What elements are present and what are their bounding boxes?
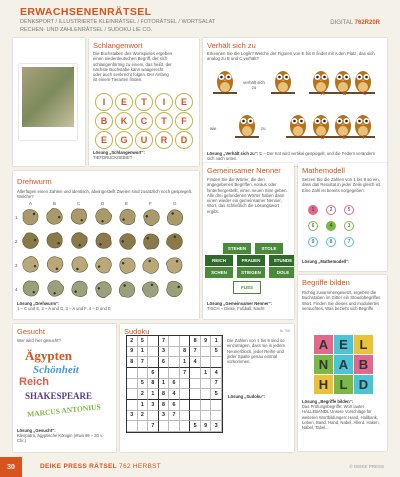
sudoku-cell[interactable]: [201, 347, 212, 358]
sudoku-cell[interactable]: 4: [211, 368, 222, 379]
sudoku-cell[interactable]: [169, 347, 180, 358]
nenner-box: STIEGEN: [237, 267, 265, 278]
drehwurm-figure: [164, 231, 186, 253]
drehwurm-figure: [119, 208, 136, 226]
gesucht-word-1: Ägypten: [25, 348, 72, 363]
sudoku-cell[interactable]: 7: [148, 421, 159, 432]
begriffe-solution: [302, 399, 384, 430]
drehwurm-figure: [165, 256, 184, 275]
sudoku-title: Sudoku: [124, 327, 150, 336]
owl-illustrations: [203, 62, 387, 148]
sudoku-cell[interactable]: [148, 347, 159, 358]
snake-letter: I: [155, 93, 173, 111]
owl-option-letter: E: [343, 135, 347, 141]
sudoku-cell[interactable]: [190, 389, 201, 400]
gesucht-solution: [17, 428, 112, 444]
sudoku-cell[interactable]: [211, 411, 222, 422]
begriffe-tile: A: [334, 355, 353, 374]
page-subtitle-2: RECHEN- UND ZAHLENRÄTSEL / SUDOKU LIE CO.: [20, 27, 153, 33]
drehwurm-col-letter: D: [101, 201, 105, 206]
sudoku-cell[interactable]: [169, 357, 180, 368]
fotodrudel-solution: [17, 150, 83, 155]
sudoku-cell[interactable]: 1: [148, 389, 159, 400]
sudoku-code: Nr.768: [279, 329, 290, 333]
sudoku-cell[interactable]: [159, 421, 170, 432]
mathe-circle: 3: [344, 221, 354, 231]
sudoku-cell[interactable]: [138, 368, 149, 379]
owl-icon: [286, 115, 310, 138]
sudoku-cell[interactable]: 2: [127, 336, 138, 347]
schlangenwort-title: Schlangenwort: [93, 41, 143, 50]
page-header: [20, 6, 380, 34]
mathe-circle: 7: [344, 237, 354, 247]
drehwurm-figure: [68, 230, 89, 251]
sudoku-cell[interactable]: [127, 421, 138, 432]
sudoku-cell[interactable]: 4: [190, 357, 201, 368]
sudoku-cell[interactable]: 8: [159, 400, 170, 411]
sudoku-cell[interactable]: 8: [159, 389, 170, 400]
gesucht-title: Gesucht: [17, 327, 45, 336]
sudoku-cell[interactable]: [127, 379, 138, 390]
sudoku-cell[interactable]: [201, 379, 212, 390]
drehwurm-figure: [143, 233, 160, 249]
drehwurm-figure: [92, 206, 114, 228]
gesucht-question: Wer wird hier gesucht?: [17, 338, 61, 343]
sudoku-cell[interactable]: [169, 421, 180, 432]
mathe-circle: 8: [326, 237, 336, 247]
sudoku-cell[interactable]: 5: [211, 389, 222, 400]
nenner-box: STUNDE: [269, 255, 294, 266]
drehwurm-figure: [69, 254, 89, 274]
owl-icon: [235, 115, 259, 138]
sudoku-cell[interactable]: 1: [211, 336, 222, 347]
drehwurm-col-letter: C: [77, 201, 81, 206]
gesucht-word-4: SHAKESPEARE: [25, 391, 93, 401]
sudoku-cell[interactable]: 2: [138, 389, 149, 400]
footer-title-text: DEIKE PRESS RÄTSEL: [40, 463, 117, 470]
drehwurm-col-letter: A: [29, 201, 33, 206]
sudoku-cell[interactable]: 5: [138, 379, 149, 390]
sudoku-cell[interactable]: 3: [148, 400, 159, 411]
begriffe-tile: E: [334, 335, 353, 354]
drehwurm-figure: [93, 255, 113, 275]
sudoku-cell[interactable]: [190, 400, 201, 411]
sudoku-cell[interactable]: [127, 368, 138, 379]
sudoku-cell[interactable]: [180, 411, 191, 422]
gemeinsamer-solution-text: TISCH – Dieke, Fußball, Nacht: [207, 306, 265, 312]
nenner-answer-box: FUSS: [233, 281, 261, 294]
sudoku-cell[interactable]: [148, 336, 159, 347]
sudoku-card: [120, 324, 294, 452]
begriffe-tile: N: [314, 355, 333, 374]
sudoku-cell[interactable]: 7: [159, 336, 170, 347]
sudoku-cell[interactable]: 6: [169, 400, 180, 411]
page-footer: [0, 457, 400, 477]
begriffe-card: [298, 275, 387, 451]
begriffe-text: Richtig zusammengesetzt, ergeben die Buchstaben im Gitter ein Stoudobegriffes Wort. Finden Sie dieses und moduliertes versuchtes. Was bezieht sich Begriffe.: [302, 290, 381, 311]
begriffe-tile: L: [354, 335, 373, 354]
snake-letter: D: [175, 131, 193, 149]
header-digital-label: DIGITAL: [330, 20, 353, 26]
drehwurm-figure: [44, 206, 66, 228]
mathe-circle: 5: [344, 205, 354, 215]
sudoku-cell[interactable]: [211, 400, 222, 411]
gemeinsamer-title: Gemeinsamer Nenner: [207, 166, 281, 175]
sudoku-cell[interactable]: [201, 400, 212, 411]
verhaelt-text: Erkennen Sie die Logik? Welche der Figuren von E bis E findet mit A den Platz, das sich analog zu B und C verhält?: [207, 51, 375, 62]
sudoku-cell[interactable]: [159, 368, 170, 379]
owl-option-letter: D: [321, 135, 325, 141]
verhaelt-label-b: wie: [210, 126, 217, 131]
sudoku-cell[interactable]: 6: [159, 357, 170, 368]
sudoku-cell[interactable]: 9: [127, 347, 138, 358]
snake-letter: F: [175, 112, 193, 130]
sudoku-solution: [228, 394, 290, 399]
drehwurm-figure: [166, 208, 184, 226]
drehwurm-figure: [45, 255, 65, 274]
drehwurm-col-letter: F: [149, 201, 152, 206]
gesucht-card: [13, 324, 116, 452]
sudoku-cell[interactable]: [180, 421, 191, 432]
sudoku-cell[interactable]: [138, 421, 149, 432]
footer-title: [40, 463, 161, 470]
drehwurm-col-letter: E: [125, 201, 129, 206]
gesucht-word-2: Schönheit: [33, 364, 79, 376]
drehwurm-text: Allerfügen einen Zahlen und identisch, abeingestellt Zweien sind zusatzlich noch gespiegelt. Welche?: [17, 189, 193, 200]
sudoku-cell[interactable]: [190, 411, 201, 422]
drehwurm-col-letter: B: [53, 201, 57, 206]
sudoku-cell[interactable]: 5: [211, 347, 222, 358]
sudoku-cell[interactable]: [190, 379, 201, 390]
snake-letter: E: [175, 93, 193, 111]
sudoku-cell[interactable]: 1: [138, 347, 149, 358]
header-code-value: 762R20R: [354, 20, 380, 26]
sudoku-cell[interactable]: [201, 389, 212, 400]
nenner-box: REICH: [205, 255, 233, 266]
mathe-circle: 6: [308, 221, 318, 231]
drehwurm-title: Drehwurm: [17, 177, 52, 186]
sudoku-cell[interactable]: [190, 368, 201, 379]
sudoku-cell[interactable]: 8: [148, 379, 159, 390]
owl-icon: [271, 71, 295, 94]
gesucht-solution-label: Lösung „Gesucht“:: [17, 428, 56, 433]
sudoku-cell[interactable]: 9: [201, 336, 212, 347]
owl-option-letter: A: [321, 91, 325, 97]
mathemodell-solution-label: Lösung „Mathemodell“:: [302, 259, 350, 264]
snake-letter: K: [115, 112, 133, 130]
snake-letter: I: [95, 93, 113, 111]
begriffe-title: Begriffe bilden: [302, 278, 350, 287]
sudoku-cell[interactable]: 9: [201, 421, 212, 432]
snake-letter: B: [95, 112, 113, 130]
footer-issue: 762 HERBST: [119, 463, 162, 470]
fotodrudel-photo: [19, 64, 77, 140]
drehwurm-figure: [71, 280, 88, 297]
drehwurm-figure: [46, 232, 64, 250]
sudoku-cell[interactable]: 8: [190, 336, 201, 347]
owl-option-letter: C: [363, 91, 367, 97]
begriffe-tile: B: [354, 355, 373, 374]
begriffe-tile: H: [314, 375, 333, 394]
fotodrudel-card: [13, 38, 85, 166]
verhaelt-solution-text: E – Der Kot wird vertikal gespiegelt, und die Federn verändern sich nach unten.: [207, 151, 376, 162]
nenner-box: FRAUEN: [237, 255, 265, 266]
gesucht-solution-text: Kleopatra, ägyptische Königin (etwa 69 – 30 v. Chr.): [17, 433, 104, 444]
mathe-circle: 1: [308, 205, 318, 215]
mathemodell-title: Mathemodell: [302, 166, 345, 175]
drehwurm-figures: [13, 199, 199, 299]
begriffe-tile: D: [354, 375, 373, 394]
gemeinsamer-solution-label: Lösung „Gemeinsamer Nenner“:: [207, 301, 273, 306]
owl-option-letter: F: [363, 135, 367, 141]
sudoku-cell[interactable]: 6: [169, 379, 180, 390]
drehwurm-figure: [141, 255, 162, 276]
snake-letter: T: [155, 112, 173, 130]
sudoku-cell[interactable]: [127, 389, 138, 400]
begriffe-tile: L: [334, 375, 353, 394]
mathemodell-solution: [302, 259, 384, 264]
drehwurm-figure: [44, 278, 66, 299]
drehwurm-row-number: 1: [15, 215, 18, 220]
drehwurm-row-number: 3: [15, 263, 18, 268]
sudoku-cell[interactable]: 1: [201, 368, 212, 379]
sudoku-cell[interactable]: 8: [127, 357, 138, 368]
mathemodell-card: [298, 163, 387, 271]
mathe-circle: 4: [326, 221, 336, 231]
verhaelt-solution: [207, 151, 383, 161]
drehwurm-figure: [20, 230, 41, 251]
sudoku-cell[interactable]: 7: [190, 347, 201, 358]
sudoku-cell[interactable]: 5: [190, 421, 201, 432]
sudoku-cell[interactable]: 1: [138, 400, 149, 411]
drehwurm-figure: [71, 208, 88, 224]
verhaelt-solution-label: Lösung „Verhält sich zu“:: [207, 151, 259, 156]
sudoku-cell[interactable]: [180, 336, 191, 347]
sudoku-grid: [126, 335, 223, 433]
nenner-box: STEHEN: [223, 243, 251, 254]
gemeinsamer-card: [203, 163, 294, 319]
sudoku-cell[interactable]: [127, 400, 138, 411]
sudoku-text: Die Zahlen von 1 bis 9 sind so einzutragen, dass sie in jedem Neunerblock, jeder Reihe und jeder Spalte genau einmal vorkommen.: [227, 338, 286, 365]
snake-letter: G: [115, 131, 133, 149]
snake-letter: R: [155, 131, 173, 149]
verhaelt-label-c: zu: [261, 126, 266, 131]
snake-letter: E: [95, 131, 113, 149]
schlangenwort-solution-text: TIEFDRUCKGEBIET: [93, 155, 133, 161]
sudoku-cell[interactable]: [180, 389, 191, 400]
drehwurm-figure: [20, 254, 41, 275]
gemeinsamer-text: Finden Sie die Wörter, die den angegebenen Begriffen, voraus oder hinterhergestellt, einen neuen Sinn geben. Alle drei gefundenen Wörter haben dann einen wieder ein gemeinsamer Nenner, Wort, das schließlich die Lösungswort ergibt.: [207, 177, 288, 214]
schlangenwort-card: [89, 38, 199, 166]
snake-letter: E: [115, 93, 133, 111]
sudoku-cell[interactable]: [148, 411, 159, 422]
sudoku-cell[interactable]: 3: [127, 411, 138, 422]
verhaelt-label-a: verhält sich zu: [243, 80, 265, 91]
drehwurm-card: [13, 171, 199, 319]
drehwurm-figure: [141, 207, 162, 228]
gemeinsamer-solution: [207, 301, 290, 311]
gesucht-word-3: Reich: [19, 376, 49, 388]
drehwurm-figure: [95, 232, 112, 250]
header-code: [330, 20, 380, 26]
owl-option-letter: B: [343, 91, 347, 97]
begriffe-solution-label: Lösung „Begriffe bilden“:: [302, 399, 354, 404]
page-subtitle-1: DENKSPORT / ILLUSTRIERTE KLEINRÄTSEL / FOTORÄTSEL / WORTSALAT: [20, 19, 216, 25]
drehwurm-row-number: 2: [15, 239, 18, 244]
sudoku-cell[interactable]: [180, 379, 191, 390]
drehwurm-col-letter: G: [173, 201, 177, 206]
sudoku-cell[interactable]: 1: [159, 379, 170, 390]
schlangenwort-solution-label: Lösung „Schlangenwort“:: [93, 150, 145, 155]
page-number: 30: [0, 457, 22, 477]
sudoku-cell[interactable]: 8: [180, 347, 191, 358]
sudoku-cell[interactable]: [169, 368, 180, 379]
sudoku-cell[interactable]: 7: [138, 357, 149, 368]
sudoku-cell[interactable]: [211, 357, 222, 368]
drehwurm-figure: [93, 279, 114, 299]
sudoku-cell[interactable]: [148, 357, 159, 368]
footer-right: © DEIKE PRESS: [349, 464, 384, 469]
verhaelt-title: Verhält sich zu: [207, 41, 256, 50]
sudoku-cell[interactable]: 3: [159, 411, 170, 422]
drehwurm-figure: [165, 280, 184, 299]
mathe-circle: 2: [326, 205, 336, 215]
snake-letter: T: [135, 93, 153, 111]
sudoku-cell[interactable]: 5: [138, 336, 149, 347]
sudoku-cell[interactable]: 3: [211, 421, 222, 432]
drehwurm-figure: [23, 209, 38, 225]
gesucht-word-5: MARCUS ANTONIUS: [26, 402, 102, 419]
owl-icon: [213, 71, 237, 94]
schlangenwort-text: Die Buchstaben des Wortspieles ergeben einen niederdeutschen Begriff, der sich schlangenförmig zu einem, das heißt, der nächste Buchstabe kann waagerecht oder auch senkrecht folgen. Der Anfang ist einem Tierarten finden.: [93, 51, 172, 83]
nenner-box: DOLE: [269, 267, 294, 278]
drehwurm-solution-label: Lösung „Drehwurm“:: [17, 301, 60, 306]
sudoku-cell[interactable]: 4: [169, 389, 180, 400]
sudoku-cell[interactable]: 2: [138, 411, 149, 422]
drehwurm-figure: [140, 279, 161, 299]
drehwurm-figure: [117, 256, 137, 276]
drehwurm-figure: [23, 281, 39, 297]
begriffe-tile: A: [314, 335, 333, 354]
sudoku-cell[interactable]: [180, 400, 191, 411]
mathe-circle: 9: [308, 237, 318, 247]
sudoku-cell[interactable]: 1: [180, 357, 191, 368]
schlangenwort-solution: [93, 150, 193, 160]
drehwurm-figure: [117, 230, 139, 252]
sudoku-cell[interactable]: 7: [211, 379, 222, 390]
sudoku-cell[interactable]: 7: [169, 411, 180, 422]
sudoku-solution-label: Lösung „Sudoku“:: [228, 394, 266, 399]
sudoku-cell[interactable]: [201, 411, 212, 422]
nenner-box: STOLE: [255, 243, 283, 254]
nenner-box: SCHEN: [205, 267, 233, 278]
drehwurm-solution-text: 1 – C und E, 2 – A und G, 3 – A und F, 4 – D und E: [17, 306, 111, 312]
sudoku-cell[interactable]: 3: [159, 347, 170, 358]
page-title: ERWACHSENENRÄTSEL: [20, 6, 152, 18]
snake-letter: U: [135, 131, 153, 149]
sudoku-cell[interactable]: [201, 357, 212, 368]
sudoku-cell[interactable]: [169, 336, 180, 347]
drehwurm-row-number: 4: [15, 287, 18, 292]
sudoku-cell[interactable]: 7: [180, 368, 191, 379]
snake-letter: C: [135, 112, 153, 130]
mathemodell-text: Setzen Sie die Zahlen von 1 bis 9 so ein, dass das Resultat in jeder Zeile gleich ist. Eine Zahl ist bereits vorgegeben.: [302, 177, 382, 193]
begriffe-solution-text: Das Prüfungsbegriffe: Wort lautet HALLEBANDL Unsere Vorschläge für weiteren Wortbildungen: Hand, Hallbank, Leben, Band, Hand, Nabel, Allerd. Haken, Nabel, Tabel...: [302, 404, 380, 431]
drehwurm-solution: [17, 301, 195, 311]
verhaelt-card: [203, 38, 387, 166]
sudoku-cell[interactable]: 6: [148, 368, 159, 379]
drehwurm-figure: [118, 281, 136, 299]
